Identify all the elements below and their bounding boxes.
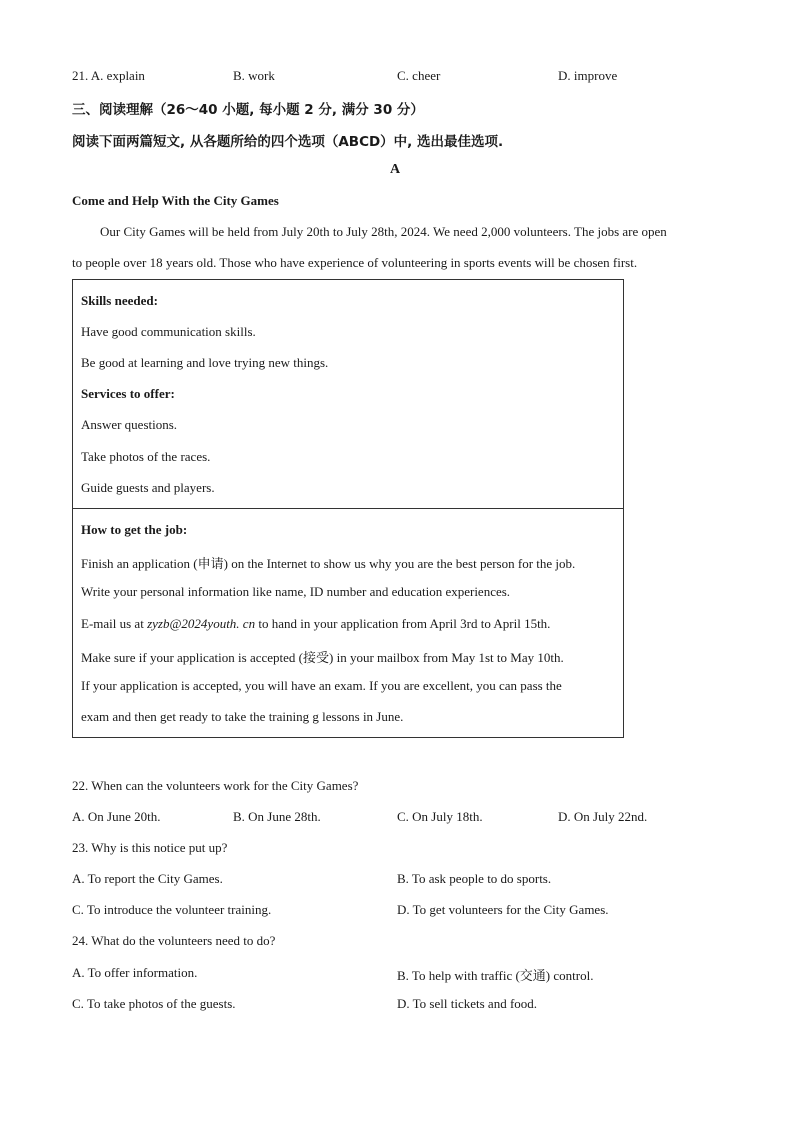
q21-option-b: B. work [233, 68, 275, 83]
q24-option-c: C. To take photos of the guests. [72, 996, 236, 1011]
q24-options-row-1 [72, 965, 712, 983]
skill-item: Have good communication skills. [81, 324, 256, 339]
service-item: Answer questions. [81, 417, 178, 432]
passage-paragraph-line-2: to people over 18 years old. Those who have experience of volunteering in sports events will be chosen first. [72, 255, 638, 270]
q22-option-a: A. On June 20th. [72, 809, 161, 824]
how-line-3-post: to hand in your application from April 3rd to April 15th. [255, 616, 551, 631]
q23-option-c: C. To introduce the volunteer training. [72, 902, 272, 917]
q21-option-c: C. cheer [397, 68, 441, 83]
q24-options-row-2 [72, 996, 712, 1014]
service-item: Take photos of the races. [81, 449, 211, 464]
email-address: zyzb@2024youth. cn [147, 616, 256, 631]
q23-option-b: B. To ask people to do sports. [397, 871, 552, 886]
q22-option-d: D. On July 22nd. [558, 809, 648, 824]
q23-options-row-1 [72, 871, 712, 889]
how-line-1: Finish an application (申请) on the Internet to show us why you are the best person for the job. [81, 556, 576, 571]
q22-option-c: C. On July 18th. [397, 809, 483, 824]
how-heading: How to get the job: [81, 522, 188, 537]
q22-option-b: B. On June 28th. [233, 809, 321, 824]
q24-option-d: D. To sell tickets and food. [397, 996, 538, 1011]
q24-option-b: B. To help with traffic (交通) control. [397, 968, 594, 983]
q23-option-d: D. To get volunteers for the City Games. [397, 902, 609, 917]
service-item: Guide guests and players. [81, 480, 215, 495]
q21-option-d: D. improve [558, 68, 618, 83]
passage-paragraph-line-1: Our City Games will be held from July 20th to July 28th, 2024. We need 2,000 volunteers. The jobs are open [100, 224, 667, 239]
how-line-3 [81, 616, 550, 632]
how-line-2: Write your personal information like name, ID number and education experiences. [81, 584, 511, 599]
q21-option-a: 21. A. explain [72, 68, 145, 83]
q23-stem: 23. Why is this notice put up? [72, 840, 228, 855]
passage-title: Come and Help With the City Games [72, 193, 279, 208]
services-heading: Services to offer: [81, 386, 175, 401]
q24-stem: 24. What do the volunteers need to do? [72, 933, 276, 948]
section-instruction: 阅读下面两篇短文, 从各题所给的四个选项（ABCD）中, 选出最佳选项. [72, 134, 504, 150]
q24-option-a: A. To offer information. [72, 965, 198, 980]
q21-options [72, 68, 712, 86]
skills-heading: Skills needed: [81, 293, 158, 308]
q22-stem: 22. When can the volunteers work for the City Games? [72, 778, 359, 793]
how-line-4: Make sure if your application is accepted (接受) in your mailbox from May 1st to May 10th. [81, 650, 564, 665]
notice-divider [72, 508, 624, 509]
section-heading: 三、阅读理解（26～40 小题, 每小题 2 分, 满分 30 分） [72, 102, 424, 118]
how-line-6: exam and then get ready to take the training g lessons in June. [81, 709, 404, 724]
passage-label: A [390, 162, 401, 177]
how-line-5: If your application is accepted, you will have an exam. If you are excellent, you can pass the [81, 678, 562, 693]
q23-option-a: A. To report the City Games. [72, 871, 223, 886]
skill-item: Be good at learning and love trying new things. [81, 355, 329, 370]
q23-options-row-2 [72, 902, 712, 920]
how-line-3-pre: E-mail us at [81, 616, 148, 631]
q22-options [72, 809, 712, 827]
